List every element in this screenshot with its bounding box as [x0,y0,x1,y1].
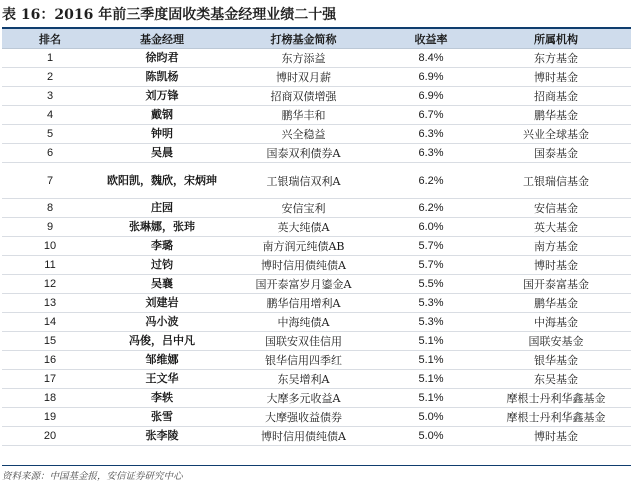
table-row [2,294,631,313]
return-cell-text: 5.0% [418,430,444,442]
rank-cell-text: 18 [43,392,57,404]
fund-cell-text: 国开泰富岁月鎏金A [255,278,352,291]
manager-cell-text: 吴晨 [151,146,173,159]
return-cell-text: 6.3% [418,128,444,140]
return-cell-text: 5.1% [418,392,444,404]
return-cell [381,218,481,237]
return-cell-text: 6.9% [418,71,444,83]
manager-cell [98,68,226,87]
return-cell [381,87,481,106]
rank-cell [2,125,98,144]
manager-cell-text: 钟明 [151,127,173,140]
fund-cell [226,199,381,218]
table-header-row [2,29,631,49]
fund-cell [226,87,381,106]
fund-cell-text: 兴全稳益 [281,128,326,141]
rank-cell [2,408,98,427]
manager-cell [98,87,226,106]
fund-cell-text: 大摩强收益债券 [265,411,342,424]
table-row [2,389,631,408]
return-cell [381,275,481,294]
table-row [2,144,631,163]
fund-cell-text: 博时信用债纯债A [261,259,346,272]
institution-cell-text: 国联安基金 [528,335,584,348]
rank-cell [2,237,98,256]
institution-cell [481,351,631,370]
rank-cell [2,332,98,351]
fund-cell [226,275,381,294]
rank-cell [2,163,98,199]
rank-cell-text: 8 [46,202,54,214]
return-cell-text: 6.7% [418,109,444,121]
rank-cell-text: 3 [46,90,54,102]
return-cell-text: 5.1% [418,373,444,385]
table-row [2,427,631,446]
institution-cell-text: 南方基金 [534,240,578,253]
institution-cell [481,275,631,294]
manager-cell [98,106,226,125]
return-cell [381,106,481,125]
institution-cell-text: 国泰基金 [534,147,578,160]
fund-cell [226,389,381,408]
institution-cell [481,199,631,218]
fund-cell-text: 鹏华信用增利A [266,297,341,310]
rank-cell-text: 6 [46,147,54,159]
fund-cell [226,125,381,144]
fund-cell [226,294,381,313]
return-cell-text: 5.1% [418,354,444,366]
fund-cell [226,163,381,199]
return-cell-text: 5.0% [418,411,444,423]
institution-cell-text: 东方基金 [534,52,578,65]
manager-cell [98,370,226,389]
fund-cell-text: 东吴增利A [277,373,330,386]
institution-cell-text: 鹏华基金 [534,297,578,310]
manager-cell [98,408,226,427]
return-cell [381,408,481,427]
manager-cell [98,332,226,351]
manager-cell-text: 刘万锋 [145,89,179,102]
fund-cell [226,332,381,351]
institution-cell [481,370,631,389]
fund-cell [226,237,381,256]
institution-cell-text: 鹏华基金 [534,109,578,122]
return-cell [381,256,481,275]
return-cell [381,294,481,313]
rank-cell-text: 10 [43,240,57,252]
institution-cell-text: 安信基金 [534,202,578,215]
fund-cell [226,106,381,125]
rank-cell [2,351,98,370]
return-cell-text: 5.7% [418,259,444,271]
return-cell [381,332,481,351]
return-cell [381,370,481,389]
manager-cell-text: 吴襄 [151,277,173,290]
institution-cell [481,389,631,408]
institution-cell [481,294,631,313]
fund-cell [226,427,381,446]
institution-cell-text: 工银瑞信基金 [523,174,589,188]
manager-cell-text: 李轶 [151,391,173,404]
rank-cell [2,87,98,106]
fund-cell [226,68,381,87]
rank-cell-text: 1 [46,52,54,64]
header-fund: 打榜基金简称 [226,29,381,49]
manager-cell-text: 邹维娜 [145,353,179,366]
table-row [2,370,631,389]
manager-cell [98,275,226,294]
rank-cell-text: 2 [46,71,54,83]
manager-cell-text: 冯俊，吕中凡 [129,334,195,347]
manager-cell [98,427,226,446]
rank-cell-text: 20 [43,430,57,442]
table-row [2,163,631,199]
table-row [2,313,631,332]
institution-cell [481,68,631,87]
rank-cell [2,427,98,446]
rank-cell [2,294,98,313]
rank-cell-text: 17 [43,373,57,385]
header-manager: 基金经理 [98,29,226,49]
return-cell [381,351,481,370]
manager-cell-text: 李璐 [151,239,173,252]
header-rank: 排名 [2,29,98,49]
fund-cell-text: 鹏华丰和 [281,109,326,122]
table-row [2,237,631,256]
fund-cell-text: 博时信用债纯债A [261,430,346,443]
table-row [2,332,631,351]
return-cell-text: 6.2% [418,202,444,214]
institution-cell [481,313,631,332]
manager-cell [98,256,226,275]
institution-cell [481,218,631,237]
institution-cell [481,332,631,351]
institution-cell [481,106,631,125]
header-institution: 所属机构 [481,29,631,49]
fund-cell-text: 东方添益 [281,52,326,65]
return-cell-text: 5.3% [418,316,444,328]
return-cell [381,125,481,144]
manager-cell-text: 陈凯杨 [145,70,179,83]
fund-cell [226,256,381,275]
return-cell-text: 5.3% [418,297,444,309]
manager-cell-text: 过钧 [151,258,173,271]
institution-cell [481,163,631,199]
rank-cell-text: 11 [44,259,56,271]
fund-cell [226,408,381,427]
institution-cell [481,256,631,275]
fund-cell [226,218,381,237]
rank-cell-text: 5 [46,128,54,140]
fund-cell-text: 工银瑞信双利A [266,174,341,188]
fund-cell [226,49,381,68]
fund-cell [226,313,381,332]
rank-cell-text: 7 [46,174,54,187]
fund-cell-text: 安信宝利 [281,202,326,215]
return-cell-text: 6.9% [418,90,444,102]
return-cell [381,313,481,332]
institution-cell [481,237,631,256]
table-row [2,106,631,125]
institution-cell [481,427,631,446]
institution-cell-text: 摩根士丹利华鑫基金 [506,392,606,405]
manager-cell [98,237,226,256]
bottom-rule [2,465,631,466]
rank-cell [2,106,98,125]
table-title: 表 16：2016 年前三季度固收类基金经理业绩二十强 [2,7,337,23]
manager-cell [98,144,226,163]
rank-cell-text: 13 [43,297,57,309]
manager-cell [98,199,226,218]
rank-cell [2,275,98,294]
rank-cell [2,256,98,275]
fund-cell-text: 银华信用四季红 [265,354,342,367]
institution-cell-text: 兴业全球基金 [523,128,589,141]
rank-cell [2,313,98,332]
fund-cell [226,351,381,370]
table-row [2,125,631,144]
table-row [2,218,631,237]
table-row [2,68,631,87]
return-cell [381,199,481,218]
header-return: 收益率 [381,29,481,49]
manager-cell-text: 戴钢 [151,108,173,121]
rank-cell-text: 9 [46,221,54,233]
rank-cell [2,218,98,237]
return-cell [381,163,481,199]
institution-cell [481,408,631,427]
institution-cell-text: 博时基金 [534,259,578,272]
manager-cell [98,389,226,408]
ranking-table [2,29,631,446]
return-cell-text: 5.7% [418,240,444,252]
return-cell-text: 8.4% [418,52,444,64]
rank-cell-text: 16 [43,354,57,366]
table-row [2,351,631,370]
fund-cell-text: 英大纯债A [277,221,330,234]
table-row [2,256,631,275]
rank-cell [2,144,98,163]
manager-cell [98,49,226,68]
return-cell [381,237,481,256]
institution-cell [481,87,631,106]
fund-cell-text: 国泰双利债券A [266,147,341,160]
manager-cell [98,125,226,144]
return-cell [381,68,481,87]
manager-cell-text: 刘建岩 [145,296,179,309]
table-row [2,87,631,106]
manager-cell-text: 张李陵 [145,429,179,442]
table-row [2,49,631,68]
rank-cell [2,199,98,218]
rank-cell-text: 19 [43,411,57,423]
return-cell-text: 5.5% [418,278,444,290]
manager-cell [98,294,226,313]
manager-cell [98,218,226,237]
institution-cell-text: 博时基金 [534,71,578,84]
table-row [2,275,631,294]
institution-cell-text: 博时基金 [534,430,578,443]
table-row [2,199,631,218]
return-cell [381,427,481,446]
rank-cell [2,389,98,408]
institution-cell [481,125,631,144]
manager-cell-text: 庄园 [151,201,173,214]
manager-cell-text: 张琳娜，张玮 [129,220,195,233]
institution-cell-text: 招商基金 [534,90,578,103]
return-cell [381,389,481,408]
manager-cell-text: 徐昀君 [145,51,179,64]
institution-cell-text: 中海基金 [534,316,578,329]
table-body [2,49,631,446]
rank-cell-text: 15 [43,335,57,347]
rank-cell [2,68,98,87]
return-cell-text: 6.0% [418,221,444,233]
fund-cell-text: 招商双债增强 [270,90,337,103]
institution-cell-text: 摩根士丹利华鑫基金 [506,411,606,424]
rank-cell-text: 12 [43,278,57,290]
rank-cell [2,370,98,389]
manager-cell [98,163,226,199]
table-row [2,408,631,427]
manager-cell [98,313,226,332]
institution-cell [481,49,631,68]
fund-cell-text: 南方润元纯债AB [262,240,345,253]
fund-cell-text: 博时双月薪 [276,71,331,84]
fund-cell-text: 大摩多元收益A [266,392,341,405]
institution-cell-text: 国开泰富基金 [523,278,589,291]
fund-cell-text: 中海纯债A [277,316,330,329]
manager-cell-text: 冯小波 [145,315,179,328]
manager-cell-text: 张雪 [151,410,173,423]
return-cell-text: 5.1% [418,335,444,347]
return-cell [381,144,481,163]
rank-cell-text: 14 [43,316,57,328]
rank-cell [2,49,98,68]
institution-cell-text: 银华基金 [534,354,578,367]
return-cell [381,49,481,68]
source-note: 资料来源：中国基金报，安信证券研究中心 [2,471,183,482]
fund-cell [226,370,381,389]
institution-cell-text: 英大基金 [534,221,578,234]
institution-cell-text: 东吴基金 [534,373,578,386]
return-cell-text: 6.3% [418,147,444,159]
manager-cell-text: 王文华 [145,372,179,385]
institution-cell [481,144,631,163]
return-cell-text: 6.2% [418,174,444,187]
rank-cell-text: 4 [46,109,54,121]
fund-cell [226,144,381,163]
manager-cell [98,351,226,370]
fund-cell-text: 国联安双佳信用 [265,335,342,348]
manager-cell-text: 欧阳凯，魏欣，宋炳珅 [107,173,217,187]
